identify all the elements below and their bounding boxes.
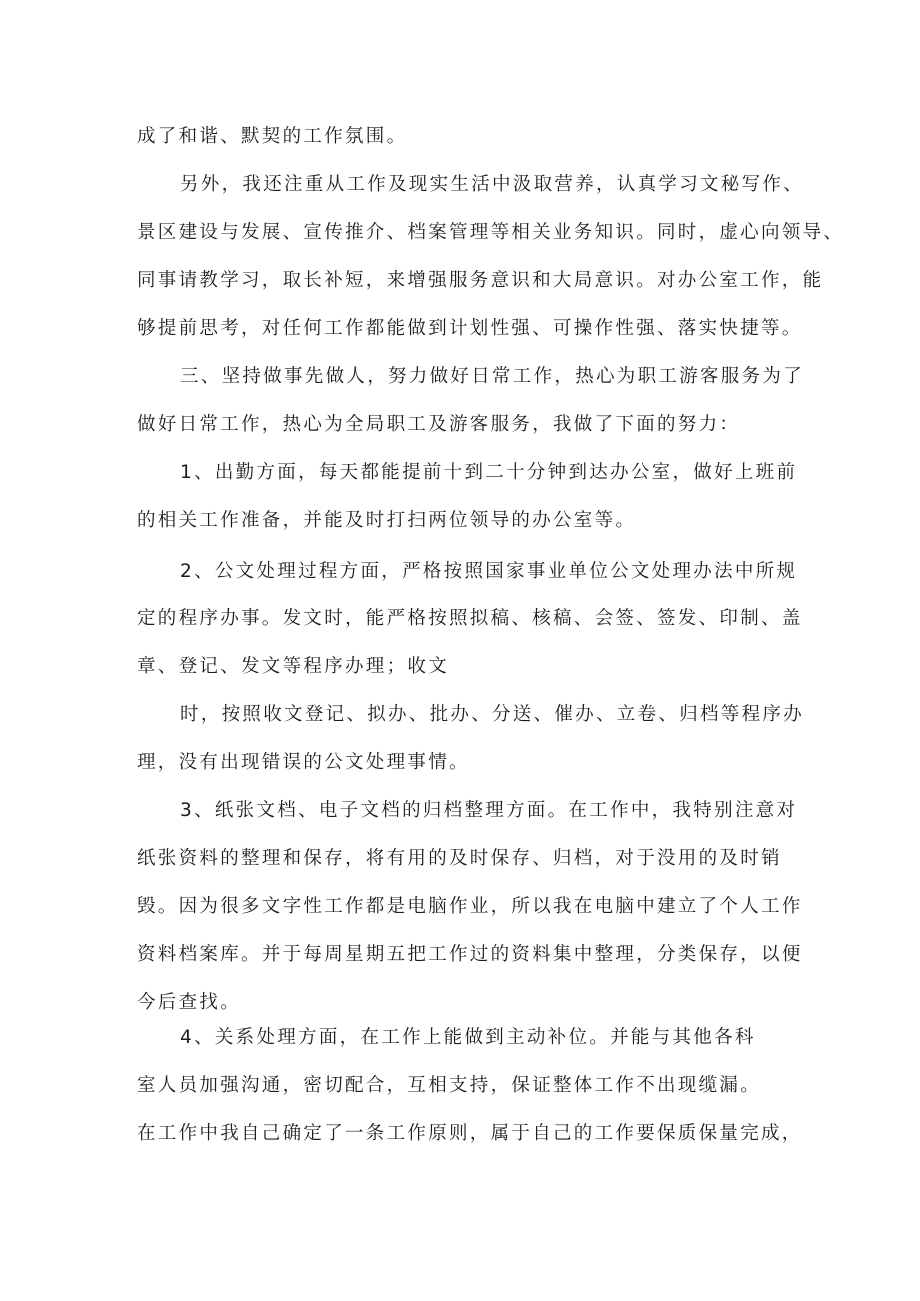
- text-line: 成了和谐、默契的工作氛围。: [137, 126, 408, 147]
- text-line: 景区建设与发展、宣传推介、档案管理等相关业务知识。同时，虚心向领导、: [137, 222, 845, 243]
- text-line: 三、坚持做事先做人，努力做好日常工作，热心为职工游客服务为了: [180, 366, 805, 387]
- text-line: 理，没有出现错误的公文处理事情。: [137, 752, 470, 773]
- text-line: 时，按照收文登记、拟办、批办、分送、催办、立卷、归档等程序办: [180, 704, 805, 725]
- text-line: 在工作中我自己确定了一条工作原则，属于自己的工作要保质保量完成，: [137, 1123, 803, 1144]
- text-line: 资料档案库。并于每周星期五把工作过的资料集中整理，分类保存，以便: [137, 944, 803, 965]
- text-line: 定的程序办事。发文时，能严格按照拟稿、核稿、会签、签发、印制、盖: [137, 608, 803, 629]
- text-line: 同事请教学习，取长补短，来增强服务意识和大局意识。对办公室工作，能: [137, 270, 824, 291]
- text-line: 另外，我还注重从工作及现实生活中汲取营养，认真学习文秘写作、: [180, 174, 805, 195]
- text-line: 今后查找。: [137, 992, 242, 1013]
- text-line: 够提前思考，对任何工作都能做到计划性强、可操作性强、落实快捷等。: [137, 318, 803, 339]
- text-line: 章、登记、发文等程序办理；收文: [137, 656, 450, 677]
- text-line: 4、关系处理方面，在工作上能做到主动补位。并能与其他各科: [180, 1027, 756, 1048]
- text-line: 3、纸张文档、电子文档的归档整理方面。在工作中，我特别注意对: [180, 800, 798, 821]
- text-line: 做好日常工作，热心为全局职工及游客服务，我做了下面的努力：: [137, 414, 741, 435]
- text-line: 的相关工作准备，并能及时打扫两位领导的办公室等。: [137, 510, 637, 531]
- text-line: 2、公文处理过程方面，严格按照国家事业单位公文处理办法中所规: [180, 561, 798, 582]
- text-line: 纸张资料的整理和保存，将有用的及时保存、归档，对于没用的及时销: [137, 848, 782, 869]
- text-line: 室人员加强沟通，密切配合，互相支持，保证整体工作不出现缆漏。: [137, 1075, 762, 1096]
- text-line: 1、出勤方面，每天都能提前十到二十分钟到达办公室，做好上班前: [180, 462, 798, 483]
- text-line: 毁。因为很多文字性工作都是电脑作业，所以我在电脑中建立了个人工作: [137, 896, 803, 917]
